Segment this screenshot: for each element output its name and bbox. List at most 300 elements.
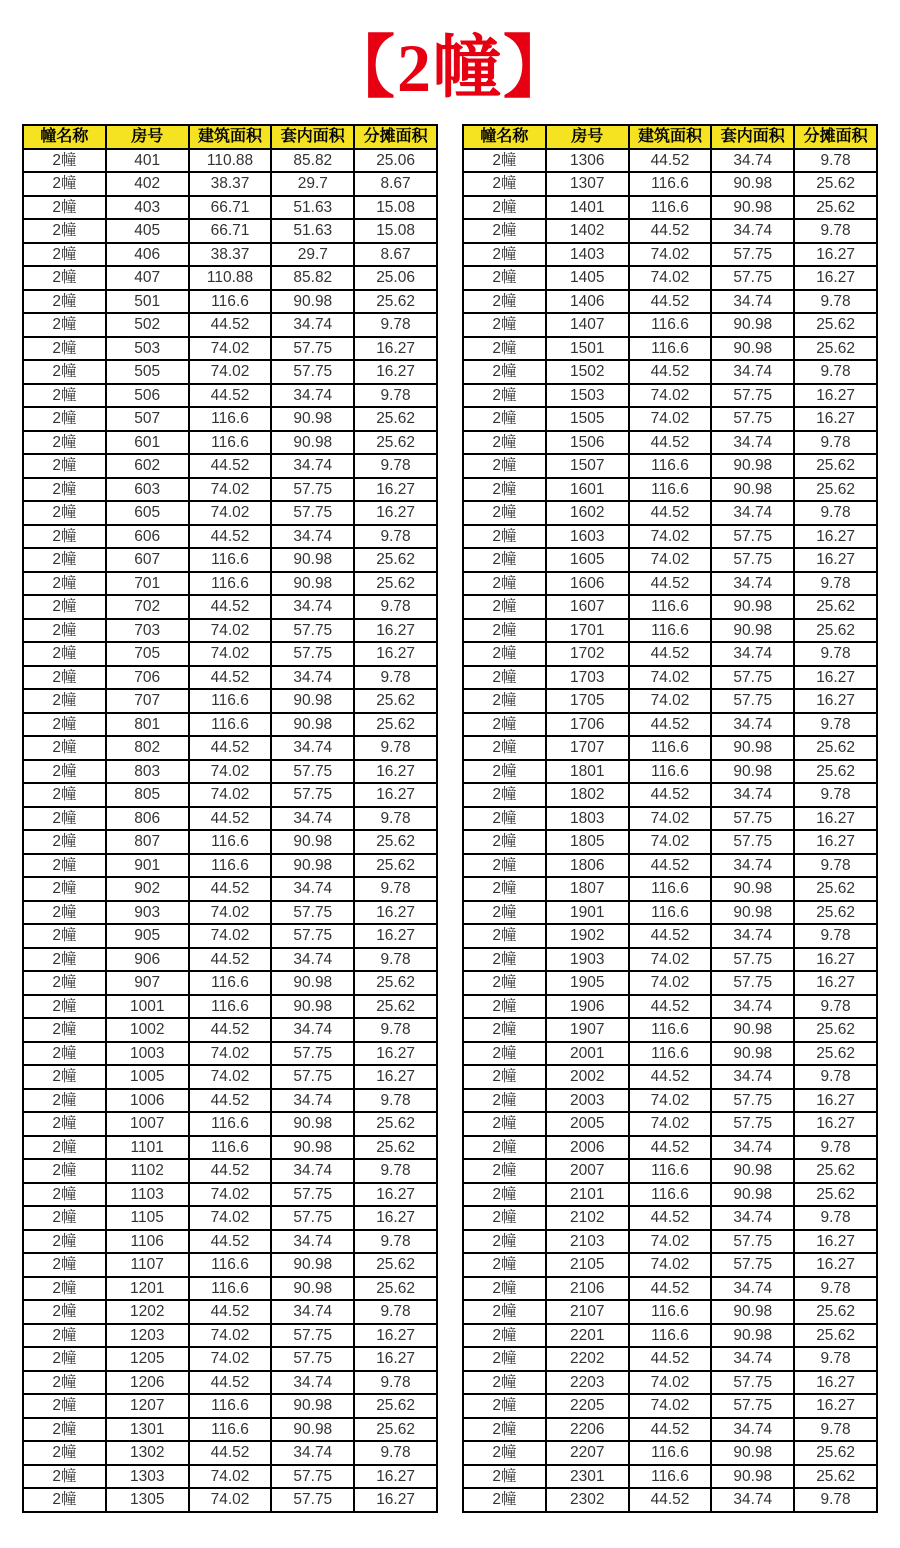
cell: 2幢 [463, 1206, 546, 1230]
table-row [463, 266, 877, 290]
cell: 9.78 [354, 313, 437, 337]
cell: 34.74 [271, 948, 354, 972]
cell: 25.62 [794, 1042, 877, 1066]
cell: 44.52 [629, 501, 712, 525]
cell: 57.75 [271, 501, 354, 525]
cell: 16.27 [794, 407, 877, 431]
cell: 25.62 [354, 971, 437, 995]
cell: 706 [106, 666, 189, 690]
cell: 1307 [546, 172, 629, 196]
cell: 1807 [546, 877, 629, 901]
cell: 16.27 [794, 243, 877, 267]
cell: 9.78 [354, 1159, 437, 1183]
cell: 1801 [546, 760, 629, 784]
table-row [463, 924, 877, 948]
cell: 116.6 [629, 196, 712, 220]
cell: 57.75 [271, 1347, 354, 1371]
cell: 9.78 [354, 807, 437, 831]
cell: 1002 [106, 1018, 189, 1042]
cell: 402 [106, 172, 189, 196]
cell: 74.02 [189, 1465, 272, 1489]
cell: 2幢 [23, 243, 106, 267]
table-row [463, 1018, 877, 1042]
table-row [23, 736, 437, 760]
cell: 2幢 [463, 948, 546, 972]
cell: 74.02 [189, 1488, 272, 1512]
cell: 34.74 [711, 713, 794, 737]
cell: 44.52 [629, 219, 712, 243]
cell: 2幢 [463, 666, 546, 690]
cell: 57.75 [711, 1371, 794, 1395]
cell: 507 [106, 407, 189, 431]
cell: 2205 [546, 1394, 629, 1418]
cell: 16.27 [354, 901, 437, 925]
cell: 66.71 [189, 219, 272, 243]
cell: 25.62 [794, 196, 877, 220]
table-row [23, 1206, 437, 1230]
cell: 9.78 [354, 1441, 437, 1465]
cell: 2102 [546, 1206, 629, 1230]
table-row [23, 384, 437, 408]
cell: 9.78 [794, 995, 877, 1019]
cell: 2幢 [23, 783, 106, 807]
cell: 44.52 [189, 1018, 272, 1042]
cell: 9.78 [354, 384, 437, 408]
cell: 90.98 [711, 1324, 794, 1348]
cell: 1102 [106, 1159, 189, 1183]
cell: 1207 [106, 1394, 189, 1418]
cell: 16.27 [794, 1394, 877, 1418]
cell: 2幢 [23, 266, 106, 290]
table-row [23, 807, 437, 831]
cell: 74.02 [189, 478, 272, 502]
column-header: 套内面积 [271, 125, 354, 149]
cell: 1301 [106, 1418, 189, 1442]
cell: 44.52 [629, 431, 712, 455]
cell: 601 [106, 431, 189, 455]
cell: 25.62 [354, 290, 437, 314]
table-row [23, 149, 437, 173]
cell: 2幢 [463, 995, 546, 1019]
cell: 16.27 [794, 689, 877, 713]
cell: 2幢 [463, 642, 546, 666]
cell: 74.02 [189, 924, 272, 948]
table-row [463, 1465, 877, 1489]
cell: 2幢 [23, 1300, 106, 1324]
cell: 44.52 [189, 313, 272, 337]
area-table-right [462, 124, 878, 1513]
cell: 2幢 [23, 689, 106, 713]
table-row [23, 1371, 437, 1395]
cell: 25.62 [354, 1136, 437, 1160]
cell: 705 [106, 642, 189, 666]
cell: 90.98 [711, 877, 794, 901]
cell: 25.62 [794, 760, 877, 784]
table-row [463, 1089, 877, 1113]
cell: 29.7 [271, 243, 354, 267]
cell: 1607 [546, 595, 629, 619]
table-row [23, 1183, 437, 1207]
table-row [463, 1394, 877, 1418]
table-row [463, 548, 877, 572]
table-row [23, 783, 437, 807]
cell: 85.82 [271, 149, 354, 173]
cell: 25.62 [794, 337, 877, 361]
table-row [463, 1371, 877, 1395]
cell: 2007 [546, 1159, 629, 1183]
cell: 34.74 [711, 1418, 794, 1442]
cell: 116.6 [629, 172, 712, 196]
table-row [463, 149, 877, 173]
cell: 74.02 [629, 525, 712, 549]
cell: 116.6 [629, 1300, 712, 1324]
cell: 2幢 [23, 1324, 106, 1348]
cell: 34.74 [711, 1136, 794, 1160]
cell: 502 [106, 313, 189, 337]
cell: 2幢 [23, 1230, 106, 1254]
cell: 2幢 [23, 760, 106, 784]
cell: 34.74 [271, 877, 354, 901]
cell: 16.27 [794, 1230, 877, 1254]
table-row [23, 830, 437, 854]
table-row [463, 854, 877, 878]
cell: 2幢 [463, 1018, 546, 1042]
cell: 74.02 [189, 501, 272, 525]
cell: 1603 [546, 525, 629, 549]
cell: 116.6 [629, 1324, 712, 1348]
cell: 2幢 [463, 1441, 546, 1465]
cell: 116.6 [629, 595, 712, 619]
cell: 2幢 [463, 407, 546, 431]
cell: 74.02 [189, 337, 272, 361]
cell: 9.78 [354, 1300, 437, 1324]
cell: 2幢 [23, 431, 106, 455]
cell: 116.6 [629, 736, 712, 760]
table-row [463, 431, 877, 455]
cell: 9.78 [794, 854, 877, 878]
cell: 2103 [546, 1230, 629, 1254]
table-row [463, 501, 877, 525]
cell: 116.6 [629, 1042, 712, 1066]
cell: 1205 [106, 1347, 189, 1371]
cell: 1007 [106, 1112, 189, 1136]
cell: 2幢 [463, 384, 546, 408]
cell: 2幢 [23, 1183, 106, 1207]
cell: 2203 [546, 1371, 629, 1395]
cell: 16.27 [794, 807, 877, 831]
table-row [463, 830, 877, 854]
column-header: 幢名称 [463, 125, 546, 149]
cell: 1507 [546, 454, 629, 478]
cell: 25.62 [354, 548, 437, 572]
cell: 1902 [546, 924, 629, 948]
cell: 1403 [546, 243, 629, 267]
cell: 2幢 [23, 1394, 106, 1418]
cell: 16.27 [354, 501, 437, 525]
cell: 25.62 [354, 995, 437, 1019]
cell: 90.98 [711, 1300, 794, 1324]
cell: 16.27 [794, 548, 877, 572]
table-row [23, 548, 437, 572]
cell: 44.52 [629, 149, 712, 173]
table-row [463, 1488, 877, 1512]
cell: 406 [106, 243, 189, 267]
table-row [23, 1277, 437, 1301]
cell: 57.75 [711, 384, 794, 408]
cell: 116.6 [629, 1159, 712, 1183]
cell: 74.02 [189, 760, 272, 784]
table-row [463, 1300, 877, 1324]
table-row [463, 219, 877, 243]
cell: 2幢 [463, 760, 546, 784]
cell: 57.75 [711, 525, 794, 549]
table-row [463, 689, 877, 713]
cell: 16.27 [354, 642, 437, 666]
cell: 2幢 [463, 172, 546, 196]
cell: 34.74 [271, 595, 354, 619]
cell: 34.74 [711, 1277, 794, 1301]
cell: 90.98 [711, 1441, 794, 1465]
cell: 57.75 [711, 243, 794, 267]
cell: 57.75 [271, 478, 354, 502]
cell: 2幢 [463, 196, 546, 220]
table-row [463, 1347, 877, 1371]
cell: 1306 [546, 149, 629, 173]
cell: 44.52 [189, 948, 272, 972]
cell: 34.74 [711, 854, 794, 878]
table-row [23, 1488, 437, 1512]
cell: 2幢 [463, 1159, 546, 1183]
table-row [463, 971, 877, 995]
cell: 25.62 [794, 313, 877, 337]
cell: 805 [106, 783, 189, 807]
cell: 57.75 [711, 1394, 794, 1418]
cell: 2幢 [463, 1418, 546, 1442]
cell: 90.98 [271, 1277, 354, 1301]
cell: 1503 [546, 384, 629, 408]
cell: 25.62 [354, 713, 437, 737]
cell: 16.27 [354, 1324, 437, 1348]
cell: 34.74 [711, 642, 794, 666]
cell: 1006 [106, 1089, 189, 1113]
table-row [463, 243, 877, 267]
cell: 34.74 [271, 1300, 354, 1324]
cell: 34.74 [271, 313, 354, 337]
cell: 2幢 [463, 1371, 546, 1395]
cell: 1402 [546, 219, 629, 243]
cell: 57.75 [271, 360, 354, 384]
cell: 44.52 [189, 1441, 272, 1465]
cell: 116.6 [629, 760, 712, 784]
cell: 2幢 [463, 1277, 546, 1301]
cell: 57.75 [711, 1230, 794, 1254]
cell: 2幢 [463, 454, 546, 478]
cell: 57.75 [711, 266, 794, 290]
cell: 2107 [546, 1300, 629, 1324]
cell: 74.02 [629, 830, 712, 854]
cell: 116.6 [629, 1183, 712, 1207]
cell: 116.6 [189, 290, 272, 314]
cell: 116.6 [189, 572, 272, 596]
cell: 2幢 [463, 877, 546, 901]
cell: 74.02 [629, 1371, 712, 1395]
cell: 802 [106, 736, 189, 760]
cell: 90.98 [271, 713, 354, 737]
column-header: 房号 [546, 125, 629, 149]
table-row [463, 1277, 877, 1301]
column-header: 套内面积 [711, 125, 794, 149]
cell: 16.27 [354, 783, 437, 807]
cell: 90.98 [271, 407, 354, 431]
cell: 1405 [546, 266, 629, 290]
table-row [463, 877, 877, 901]
cell: 801 [106, 713, 189, 737]
cell: 1203 [106, 1324, 189, 1348]
cell: 90.98 [271, 971, 354, 995]
cell: 1602 [546, 501, 629, 525]
cell: 25.62 [794, 901, 877, 925]
cell: 16.27 [354, 360, 437, 384]
cell: 57.75 [711, 948, 794, 972]
cell: 90.98 [271, 689, 354, 713]
cell: 15.08 [354, 196, 437, 220]
cell: 8.67 [354, 243, 437, 267]
cell: 2幢 [23, 1371, 106, 1395]
cell: 44.52 [629, 1418, 712, 1442]
cell: 1505 [546, 407, 629, 431]
table-row [23, 1347, 437, 1371]
cell: 116.6 [629, 901, 712, 925]
cell: 90.98 [271, 290, 354, 314]
table-row [463, 525, 877, 549]
cell: 74.02 [629, 807, 712, 831]
cell: 2幢 [463, 1089, 546, 1113]
table-row [23, 572, 437, 596]
cell: 25.62 [354, 1277, 437, 1301]
cell: 906 [106, 948, 189, 972]
cell: 116.6 [189, 971, 272, 995]
cell: 2幢 [463, 736, 546, 760]
cell: 44.52 [189, 454, 272, 478]
cell: 34.74 [711, 149, 794, 173]
cell: 2幢 [23, 1277, 106, 1301]
table-row [23, 1300, 437, 1324]
cell: 2幢 [23, 642, 106, 666]
cell: 90.98 [711, 1183, 794, 1207]
cell: 1606 [546, 572, 629, 596]
cell: 9.78 [354, 736, 437, 760]
cell: 2幢 [23, 313, 106, 337]
table-row [463, 666, 877, 690]
cell: 9.78 [354, 948, 437, 972]
cell: 90.98 [711, 196, 794, 220]
cell: 25.62 [354, 830, 437, 854]
cell: 2幢 [463, 1465, 546, 1489]
cell: 116.6 [629, 337, 712, 361]
cell: 9.78 [794, 783, 877, 807]
cell: 74.02 [629, 689, 712, 713]
cell: 57.75 [271, 642, 354, 666]
cell: 74.02 [629, 1394, 712, 1418]
column-header: 建筑面积 [629, 125, 712, 149]
cell: 44.52 [189, 1300, 272, 1324]
cell: 9.78 [794, 149, 877, 173]
cell: 38.37 [189, 243, 272, 267]
table-row [463, 1418, 877, 1442]
cell: 9.78 [794, 1206, 877, 1230]
table-row [463, 1206, 877, 1230]
cell: 57.75 [711, 1089, 794, 1113]
cell: 2幢 [23, 1418, 106, 1442]
cell: 2005 [546, 1112, 629, 1136]
cell: 57.75 [271, 1183, 354, 1207]
cell: 57.75 [711, 1112, 794, 1136]
cell: 74.02 [629, 1253, 712, 1277]
cell: 44.52 [629, 713, 712, 737]
cell: 34.74 [711, 1206, 794, 1230]
column-header: 幢名称 [23, 125, 106, 149]
cell: 34.74 [271, 736, 354, 760]
cell: 907 [106, 971, 189, 995]
cell: 2206 [546, 1418, 629, 1442]
cell: 2幢 [463, 337, 546, 361]
cell: 116.6 [189, 548, 272, 572]
cell: 2幢 [23, 572, 106, 596]
cell: 803 [106, 760, 189, 784]
cell: 1502 [546, 360, 629, 384]
cell: 74.02 [629, 548, 712, 572]
table-row [23, 760, 437, 784]
cell: 9.78 [354, 877, 437, 901]
table-row [463, 478, 877, 502]
cell: 74.02 [189, 619, 272, 643]
cell: 34.74 [271, 1159, 354, 1183]
cell: 1903 [546, 948, 629, 972]
cell: 2幢 [23, 548, 106, 572]
cell: 2101 [546, 1183, 629, 1207]
table-row [23, 243, 437, 267]
cell: 116.6 [189, 1394, 272, 1418]
cell: 44.52 [189, 736, 272, 760]
cell: 16.27 [794, 1253, 877, 1277]
cell: 9.78 [354, 454, 437, 478]
cell: 34.74 [271, 807, 354, 831]
table-row [463, 1136, 877, 1160]
table-row [463, 807, 877, 831]
cell: 74.02 [629, 948, 712, 972]
cell: 38.37 [189, 172, 272, 196]
cell: 2幢 [23, 360, 106, 384]
cell: 74.02 [189, 783, 272, 807]
cell: 85.82 [271, 266, 354, 290]
table-row [463, 948, 877, 972]
cell: 116.6 [189, 1112, 272, 1136]
cell: 2001 [546, 1042, 629, 1066]
cell: 2002 [546, 1065, 629, 1089]
cell: 74.02 [629, 407, 712, 431]
cell: 116.6 [189, 407, 272, 431]
cell: 1601 [546, 478, 629, 502]
cell: 16.27 [354, 337, 437, 361]
table-row [23, 525, 437, 549]
table-row [23, 1042, 437, 1066]
cell: 2幢 [23, 501, 106, 525]
cell: 2幢 [23, 666, 106, 690]
table-row [23, 407, 437, 431]
cell: 2302 [546, 1488, 629, 1512]
table-row [23, 1159, 437, 1183]
cell: 34.74 [271, 1018, 354, 1042]
